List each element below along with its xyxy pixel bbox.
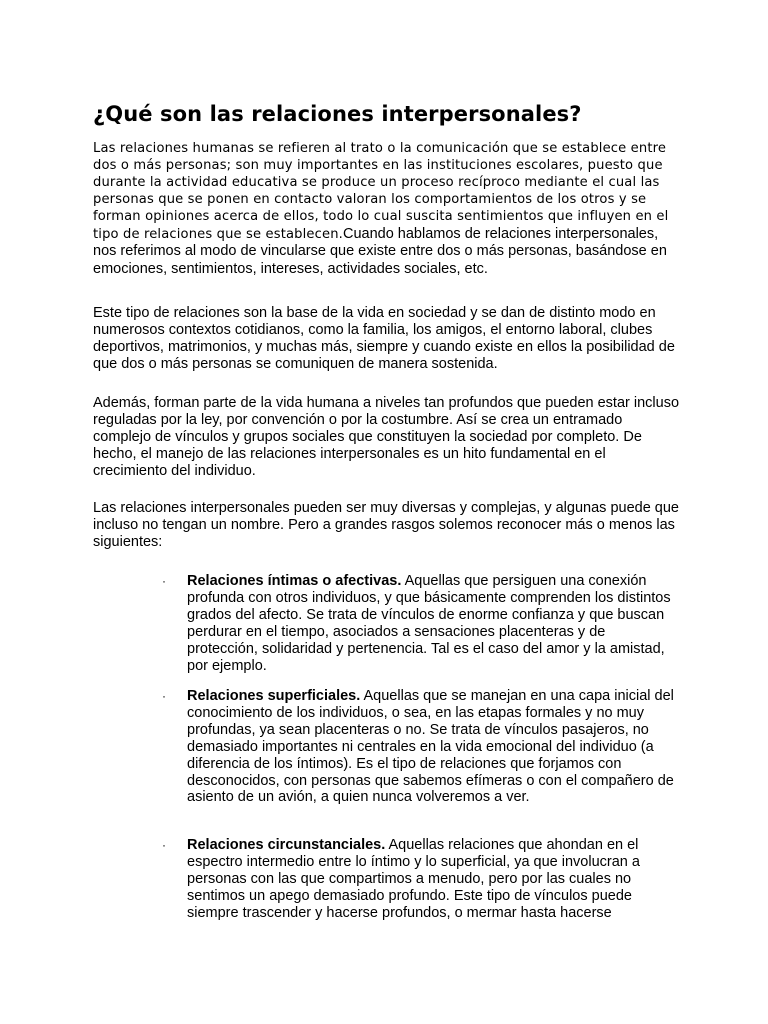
bullet-marker: · <box>162 574 166 588</box>
page-title: ¿Qué son las relaciones interpersonales? <box>93 102 582 126</box>
list-item <box>187 837 677 922</box>
paragraph <box>93 141 683 279</box>
paragraph: Las relaciones interpersonales pueden ser muy diversas y complejas, y algunas puede que incluso no tengan un nombre. Pero a grandes rasgos solemos reconocer más o menos las siguientes: <box>93 500 679 550</box>
paragraph-text: Cuando hablamos de relaciones interpersonales, nos referimos al modo de vincularse que existe entre dos o más personas, basándose en emociones, sentimientos, intereses, actividades sociales, etc. <box>93 225 667 278</box>
list-item-text: Aquellas que se manejan en una capa inicial del conocimiento de los individuos, o sea, en las etapas formales y no muy profundas, ya sean placenteras o no. Se trata de vínculos pasajeros, no demasiado importantes ni centrales en la vida emocional del individuo (a diferencia de los íntimos). Es el tipo de relaciones que forjamos con desconocidos, con personas que sabemos efímeras o con el compañero de asiento de un avión, a quien nunca volveremos a ver. <box>187 688 674 806</box>
list-item-term: Relaciones superficiales. <box>187 688 361 704</box>
list-item <box>187 688 677 806</box>
list-item-text: Aquellas relaciones que ahondan en el espectro intermedio entre lo íntimo y lo superficial, ya que involucran a personas con las que compartimos a menudo, pero por las cuales no sentimos un apego demasiado profundo. Este tipo de vínculos puede siempre trascender y hacerse profundos, o mermar hasta hacerse <box>187 837 640 921</box>
list-item-term: Relaciones circunstanciales. <box>187 837 386 853</box>
list-item-text: Aquellas que persiguen una conexión profunda con otros individuos, y que básicamente comprenden los distintos grados del afecto. Se trata de vínculos de enorme confianza y que buscan perdurar en el tiempo, asociados a sensaciones placenteras y de protección, solidaridad y pertenencia. Tal es el caso del amor y la amistad, por ejemplo. <box>187 573 671 674</box>
paragraph-text: Las relaciones humanas se refieren al trato o la comunicación que se establece entre dos o más personas; son muy importantes en las instituciones escolares, puesto que durante la actividad educativa se produce un proceso recíproco mediante el cual las personas que se ponen en contacto valoran los comportamientos de los otros y se forman opiniones acerca de ellos, todo lo cual suscita sentimientos que influyen en el tipo de relaciones que se establecen. <box>93 141 669 242</box>
bullet-marker: · <box>162 838 166 852</box>
paragraph: Este tipo de relaciones son la base de la vida en sociedad y se dan de distinto modo en numerosos contextos cotidianos, como la familia, los amigos, el entorno laboral, clubes deportivos, matrimonios, y muchas más, siempre y cuando existe en ellos la posibilidad de que dos o más personas se comuniquen de manera sostenida. <box>93 305 675 372</box>
list-item-term: Relaciones íntimas o afectivas. <box>187 573 402 589</box>
paragraph: Además, forman parte de la vida humana a niveles tan profundos que pueden estar incluso reguladas por la ley, por convención o por la costumbre. Así se crea un entramado complejo de vínculos y grupos sociales que constituyen la sociedad por completo. De hecho, el manejo de las relaciones interpersonales es un hito fundamental en el crecimiento del individuo. <box>93 395 680 479</box>
list-item <box>187 573 677 674</box>
bullet-marker: · <box>162 689 166 703</box>
